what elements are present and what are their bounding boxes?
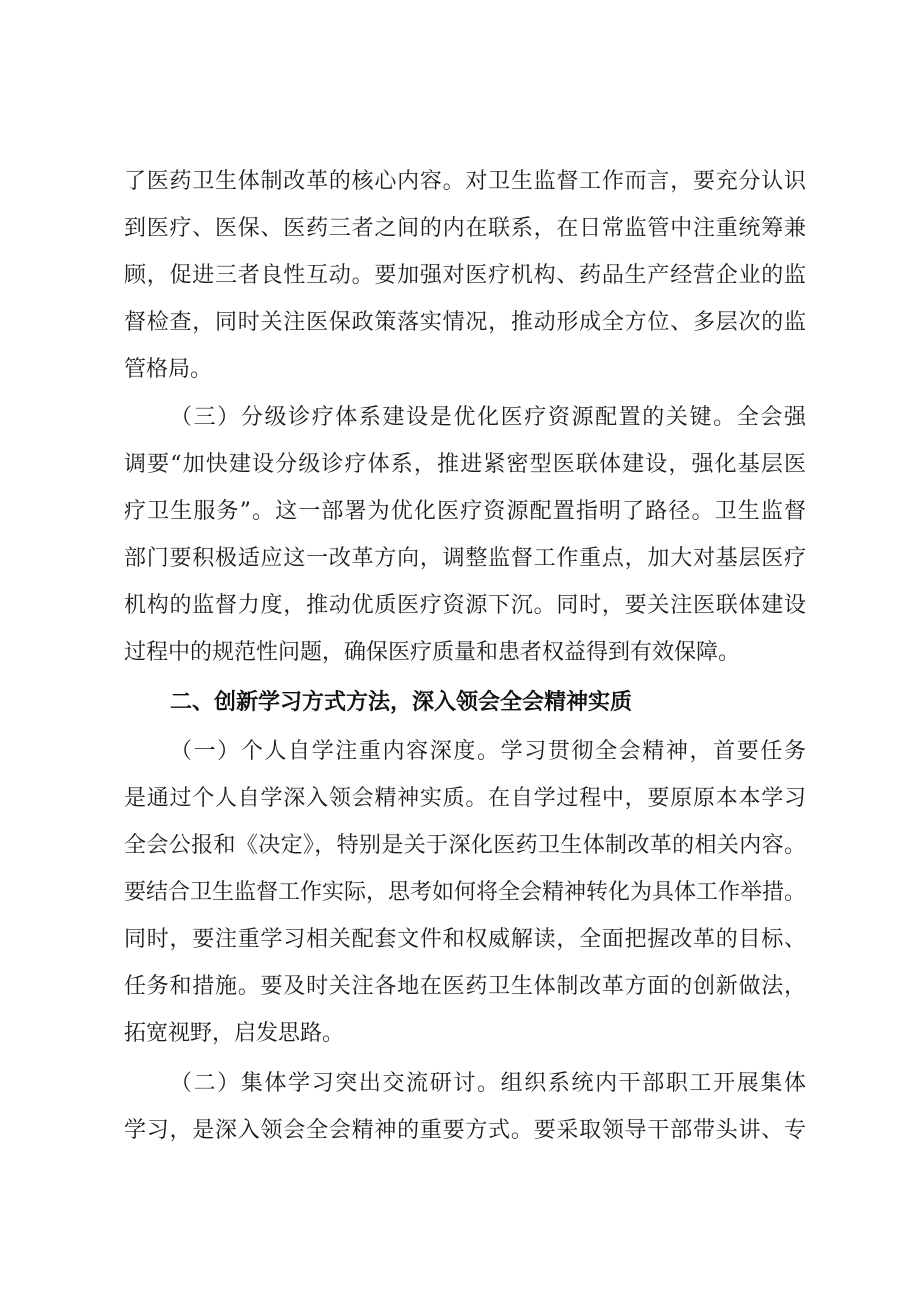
paragraph-1-line-1: 了医药卫生体制改革的核心内容。对卫生监督工作而言，要充分认识 xyxy=(124,169,806,194)
paragraph-1-line-5: 管格局。 xyxy=(124,357,213,382)
paragraph-2-line-4: 部门要积极适应这一改革方向，调整监督工作重点，加大对基层医疗 xyxy=(124,546,806,571)
paragraph-2-line-1: （三）分级诊疗体系建设是优化医疗资源配置的关键。全会强 xyxy=(170,405,806,430)
paragraph-3-line-1: （一）个人自学注重内容深度。学习贯彻全会精神，首要任务 xyxy=(170,739,806,764)
paragraph-3-line-5: 同时，要注重学习相关配套文件和权威解读，全面把握改革的目标、 xyxy=(124,927,806,952)
paragraph-1-line-3: 顾，促进三者良性互动。要加强对医疗机构、药品生产经营企业的监 xyxy=(124,263,806,288)
paragraph-2-line-3: 疗卫生服务”。这一部署为优化医疗资源配置指明了路径。卫生监督 xyxy=(124,499,806,524)
paragraph-4-line-1: （二）集体学习突出交流研讨。组织系统内干部职工开展集体 xyxy=(170,1071,806,1096)
paragraph-1-line-4: 督检查，同时关注医保政策落实情况，推动形成全方位、多层次的监 xyxy=(124,310,806,335)
paragraph-4-line-2: 学习，是深入领会全会精神的重要方式。要采取领导干部带头讲、专 xyxy=(124,1118,806,1143)
paragraph-2-line-5: 机构的监督力度，推动优质医疗资源下沉。同时，要关注医联体建设 xyxy=(124,593,806,618)
paragraph-2-line-6: 过程中的规范性问题，确保医疗质量和患者权益得到有效保障。 xyxy=(124,640,741,665)
paragraph-3-line-6: 任务和措施。要及时关注各地在医药卫生体制改革方面的创新做法， xyxy=(124,974,806,999)
paragraph-3-line-2: 是通过个人自学深入领会精神实质。在自学过程中，要原原本本学习 xyxy=(124,786,806,811)
paragraph-1-line-2: 到医疗、医保、医药三者之间的内在联系，在日常监管中注重统筹兼 xyxy=(124,216,806,241)
paragraph-3-line-4: 要结合卫生监督工作实际，思考如何将全会精神转化为具体工作举措。 xyxy=(124,880,807,905)
paragraph-3-line-7: 拓宽视野，启发思路。 xyxy=(124,1021,345,1046)
paragraph-3-line-3: 全会公报和《决定》，特别是关于深化医药卫生体制改革的相关内容。 xyxy=(124,833,806,858)
paragraph-2-line-2: 调要“加快建设分级诊疗体系，推进紧密型医联体建设，强化基层医 xyxy=(124,452,806,477)
section-heading: 二、创新学习方式方法，深入领会全会精神实质 xyxy=(170,690,633,715)
